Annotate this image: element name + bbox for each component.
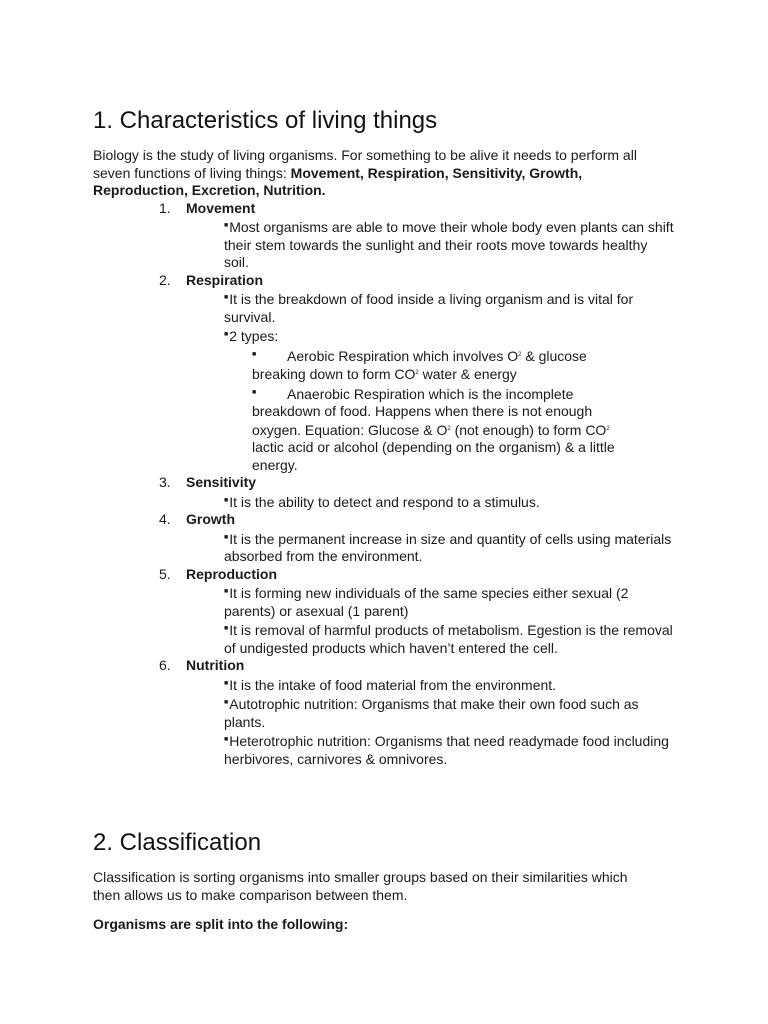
section-1-heading: 1. Characteristics of living things <box>93 107 438 134</box>
bullet-item: ■Heterotrophic nutrition: Organisms that need readymade food including herbivores, carnivores & omnivores. <box>224 733 669 767</box>
organisms-split-label: Organisms are split into the following: <box>93 916 349 932</box>
list-number: 5. <box>159 565 171 582</box>
list-item-respiration <box>93 272 683 475</box>
list-item-title: Respiration <box>186 271 264 288</box>
section-classification <box>93 828 683 934</box>
bullet-item: ■It is removal of harmful products of metabolism. Egestion is the removal of undigested products which haven’t entered the cell. <box>224 622 673 656</box>
list-item-title: Nutrition <box>186 657 245 673</box>
list-item-movement <box>93 200 683 272</box>
intro-paragraph <box>93 147 673 200</box>
bullet-item: ■Autotrophic nutrition: Organisms that make their own food such as plants. <box>224 696 639 730</box>
bullet-item: ■It is forming new individuals of the same species either sexual (2 parents) or asexual (1 parent) <box>224 585 629 619</box>
list-number: 2. <box>159 271 171 288</box>
list-item-nutrition <box>93 657 683 768</box>
list-number: 1. <box>159 199 171 216</box>
square-bullet-icon: ■ <box>224 294 229 301</box>
bullet-item: ■It is the breakdown of food inside a living organism and is vital for survival. <box>224 291 634 325</box>
list-number: 4. <box>159 511 171 527</box>
list-item-reproduction <box>93 566 683 658</box>
square-bullet-icon: ■ <box>224 533 229 541</box>
square-bullet-icon: ■ <box>224 736 229 743</box>
bullet-item: ■It is the permanent increase in size and quantity of cells using materials absorbed from the environment. <box>224 530 672 564</box>
section-2-heading: 2. Classification <box>93 829 262 856</box>
section-characteristics <box>93 106 683 768</box>
square-bullet-icon: ■ <box>224 699 229 706</box>
square-bullet-icon: ■ <box>224 588 229 595</box>
square-bullet-icon: ■ <box>224 222 229 229</box>
sub-bullet-item: ■ Anaerobic Respiration which is the incomplete breakdown of food. Happens when there is not enough oxygen. Equation: Glucose & $O^2$ (not enough) to form $CO^2$ lactic acid or alcohol (depending on the organism) & a little energy. <box>252 385 615 473</box>
functions-list <box>93 200 683 769</box>
square-bullet-icon: ■ <box>224 496 229 504</box>
list-number: 6. <box>159 657 171 673</box>
intro-text: Biology is the study of living organisms. For something to be alive it needs to perform all seven functions of living things: <box>93 147 637 181</box>
sub-bullet-item: ■ Aerobic Respiration which involves $O^2$ & glucose breaking down to form $CO^2$ water & energy <box>252 347 587 382</box>
square-bullet-icon: ■ <box>252 388 257 396</box>
list-item-title: Growth <box>186 511 235 527</box>
square-bullet-icon: ■ <box>224 625 229 632</box>
square-bullet-icon: ■ <box>224 331 229 338</box>
bullet-item: ■2 types: <box>224 328 279 344</box>
bullet-item: ■It is the ability to detect and respond to a stimulus. <box>224 493 540 510</box>
list-item-growth <box>93 511 683 566</box>
bullet-item: ■Most organisms are able to move their whole body even plants can shift their stem towards the sunlight and their roots move towards healthy soil. <box>224 219 674 270</box>
list-item-title: Movement <box>186 199 256 216</box>
intro-functions-list: Movement, Respiration, Sensitivity, Growth, Reproduction, Excretion, Nutrition. <box>93 164 583 198</box>
square-bullet-icon: ■ <box>224 679 229 687</box>
bullet-item: ■It is the intake of food material from the environment. <box>224 676 557 693</box>
classification-paragraph: Classification is sorting organisms into smaller groups based on their similarities which then allows us to make comparison between them. <box>93 869 628 903</box>
respiration-types-list <box>186 346 636 475</box>
list-item-title: Sensitivity <box>186 474 257 490</box>
square-bullet-icon: ■ <box>252 350 257 358</box>
list-item-title: Reproduction <box>186 565 277 582</box>
list-number: 3. <box>159 474 171 490</box>
list-item-sensitivity <box>93 474 683 511</box>
